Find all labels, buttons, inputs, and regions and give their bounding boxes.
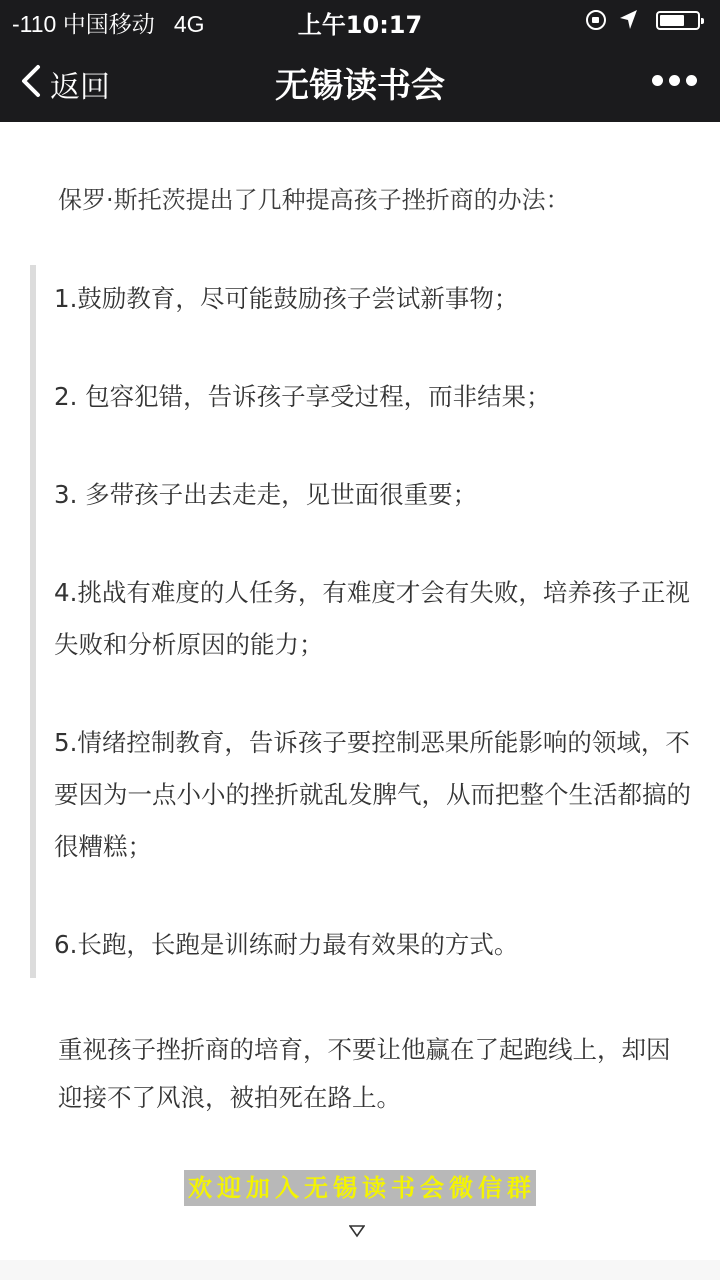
- tip-item: 5.情绪控制教育，告诉孩子要控制恶果所能影响的领域，不要因为一点小小的挫折就乱发脾气，从而把整个生活都搞的很糟糕；: [54, 728, 691, 861]
- join-group-text: 欢迎加入无锡读书会微信群: [184, 1170, 536, 1206]
- tip-item: 1.鼓励教育，尽可能鼓励孩子尝试新事物；: [54, 284, 519, 313]
- orientation-lock-icon: [586, 10, 606, 30]
- status-time: 上午10:17: [297, 11, 423, 39]
- bottom-divider: [0, 1260, 720, 1280]
- article-conclusion: 重视孩子挫折商的培育，不要让他赢在了起跑线上，却因迎接不了风浪，被拍死在路上。: [58, 1035, 671, 1112]
- location-icon: [618, 9, 638, 31]
- status-bar: [0, 0, 720, 40]
- article-content: [0, 122, 720, 1280]
- down-arrow-icon: [349, 1224, 365, 1238]
- tip-item: 2. 包容犯错，告诉孩子享受过程，而非结果；: [54, 382, 551, 411]
- tips-blockquote: [30, 265, 691, 978]
- chevron-left-icon: [20, 64, 42, 98]
- article-intro: 保罗·斯托茨提出了几种提高孩子挫折商的办法：: [58, 186, 570, 214]
- tip-item: 4.挑战有难度的人任务，有难度才会有失败，培养孩子正视失败和分析原因的能力；: [54, 578, 690, 659]
- signal-carrier: -110 中国移动: [12, 11, 155, 37]
- battery-icon: [656, 11, 700, 30]
- tip-item: 3. 多带孩子出去走走，见世面很重要；: [54, 480, 478, 509]
- join-group-banner: [0, 1170, 720, 1206]
- tip-item: 6.长跑，长跑是训练耐力最有效果的方式。: [54, 930, 519, 959]
- more-dots-icon[interactable]: [652, 70, 698, 92]
- page-title: 无锡读书会: [275, 66, 445, 106]
- top-bar: [0, 0, 720, 122]
- network-type: 4G: [173, 11, 205, 37]
- back-label: 返回: [50, 70, 110, 105]
- nav-bar: [0, 40, 720, 122]
